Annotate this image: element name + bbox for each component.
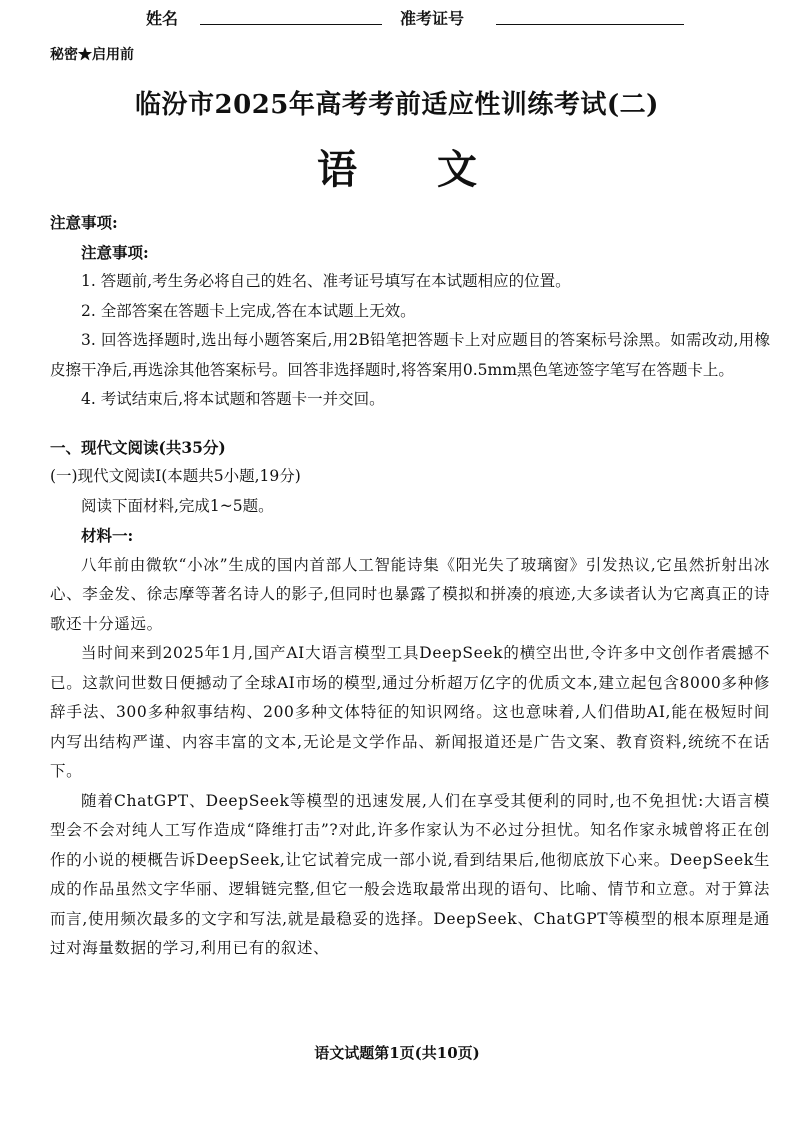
material-label: 材料一: [81, 526, 134, 545]
candidate-info-row [0, 4, 794, 32]
subject-title: 语文 [317, 146, 557, 193]
page-footer: 语文试题第1页(共10页) [314, 1044, 480, 1062]
notice-subheading: 注意事项: [81, 242, 149, 262]
name-field[interactable] [200, 24, 382, 25]
material-paragraph: 随着ChatGPT、DeepSeek等模型的迅速发展,人们在享受其便利的同时,也不免担忧:大语言模型会不会对纯人工写作造成“降维打击”?对此,许多作家认为不必过分担忧。知名作家永城曾将正在创作的小说的梗概告诉DeepSeek,让它试着完成一部小说,看到结果后,他彻底放下心来。DeepSeek生成的作品虽然文字华丽、逻辑链完整,但它一般会选取最常出现的语句、比喻、情节和立意。对于算法而言,使用频次最多的文字和写法,就是最稳妥的选择。DeepSeek、ChatGPT等模型的根本原理是通过对海量数据的学习,利用已有的叙述、 [50, 791, 770, 957]
secret-label: 秘密★启用前 [50, 47, 134, 63]
material-paragraph: 当时间来到2025年1月,国产AI大语言模型工具DeepSeek的横空出世,令许多中文创作者震撼不已。这款问世数日便撼动了全球AI市场的模型,通过分析超万亿字的优质文本,建立起包含8000多种修辞手法、300多种叙事结构、200多种文体特征的知识网络。这也意味着,人们借助AI,能在极短时间内写出结构严谨、内容丰富的文本,无论是文学作品、新闻报道还是广告文案、教育资料,统统不在话下。 [50, 644, 770, 780]
exam-body [50, 208, 770, 964]
notice-item: 1. 答题前,考生务必将自己的姓名、准考证号填写在本试题相应的位置。 [81, 272, 571, 290]
name-label: 姓名 [146, 9, 179, 28]
exam-number-label: 准考证号 [400, 9, 465, 28]
exam-number-field[interactable] [496, 24, 684, 25]
notice-item: 4. 考试结束后,将本试题和答题卡一并交回。 [81, 390, 385, 408]
exam-title: 临汾市2025年高考考前适应性训练考试(二) [135, 90, 659, 120]
notice-heading: 注意事项: [50, 213, 118, 232]
notice-item: 3. 回答选择题时,选出每小题答案后,用2B铅笔把答题卡上对应题目的答案标号涂黑。如需改动,用橡皮擦干净后,再选涂其他答案标号。回答非选择题时,将答案用0.5mm黑色笔迹签字笔写在答题卡上。 [50, 331, 770, 379]
instruction: 阅读下面材料,完成1~5题。 [81, 496, 274, 515]
material-paragraph: 八年前由微软“小冰”生成的国内首部人工智能诗集《阳光失了玻璃窗》引发热议,它虽然折射出冰心、李金发、徐志摩等著名诗人的影子,但同时也暴露了模拟和拼凑的痕迹,大多读者认为它离真正的诗歌还十分遥远。 [50, 555, 770, 633]
notice-item: 2. 全部答案在答题卡上完成,答在本试题上无效。 [81, 301, 416, 320]
section-heading: 一、现代文阅读(共35分) [50, 437, 226, 457]
section-subheading: (一)现代文阅读Ⅰ(本题共5小题,19分) [50, 467, 301, 485]
